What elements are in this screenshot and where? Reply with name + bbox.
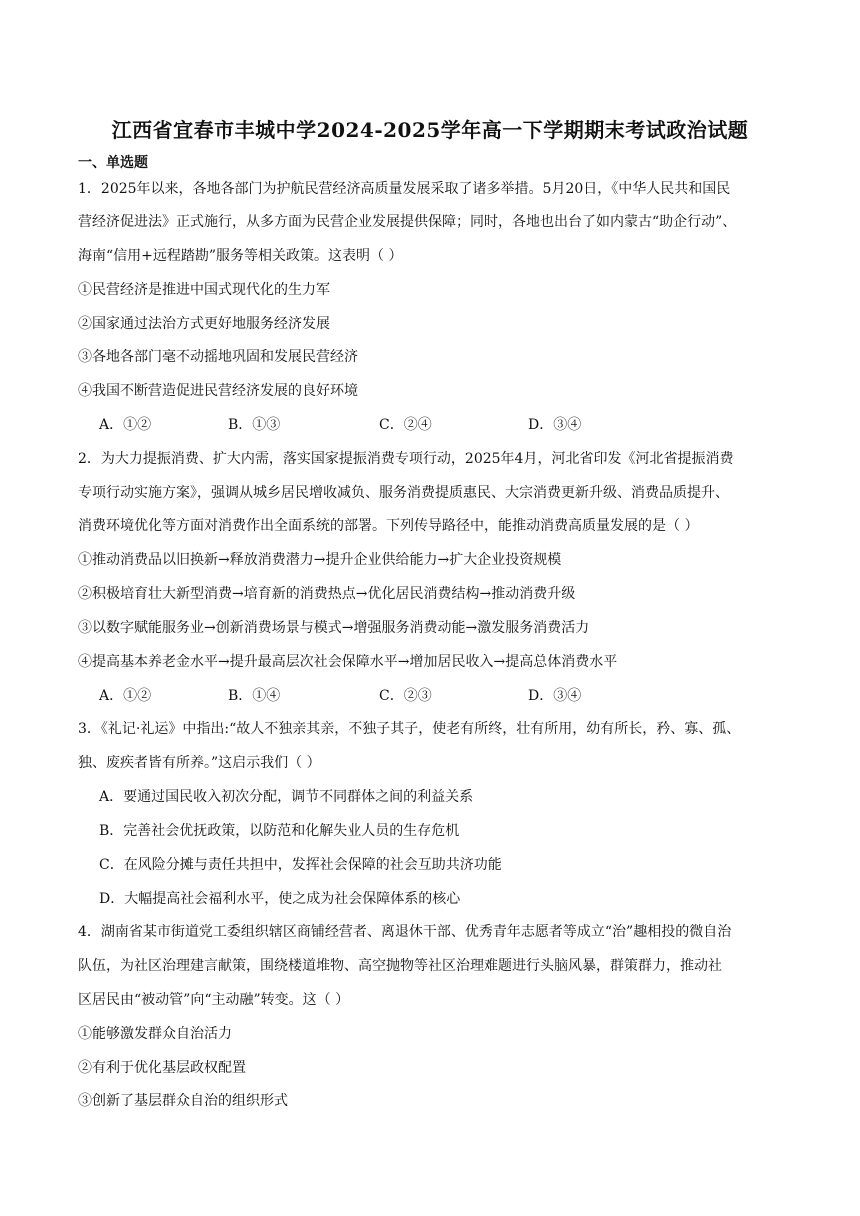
q1-statement: ①民营经济是推进中国式现代化的生力军 <box>78 282 330 298</box>
q2-option-a: A．①② <box>99 688 152 704</box>
q1-statement: ②国家通过法治方式更好地服务经济发展 <box>78 316 330 332</box>
q4-stem-line: 队伍，为社区治理建言献策，围绕楼道堆物、高空抛物等社区治理难题进行头脑风暴，群策群力，推动社 <box>78 958 722 974</box>
q3-option-b: B．完善社会优抚政策，以防范和化解失业人员的生存危机 <box>99 823 460 839</box>
q3-stem-line: 3．《礼记·礼运》中指出:“故人不独亲其亲，不独子其子，使老有所终，壮有所用，幼有所长，矜、寡、孤、 <box>78 721 741 737</box>
q2-statement: ②积极培育壮大新型消费→培育新的消费热点→优化居民消费结构→推动消费升级 <box>78 586 576 602</box>
q1-option-a: A．①② <box>99 417 152 433</box>
q2-stem-line: 消费环境优化等方面对消费作出全面系统的部署。下列传导路径中，能推动消费高质量发展的是（ ） <box>78 518 699 534</box>
page-title: 江西省宜春市丰城中学2024-2025学年高一下学期期末考试政治试题 <box>111 118 749 142</box>
q1-stem-line: 营经济促进法》正式施行，从多方面为民营企业发展提供保障；同时，各地也出台了如内蒙古“助企行动”、 <box>78 214 737 230</box>
q2-stem-line: 专项行动实施方案》，强调从城乡居民增收减负、服务消费提质惠民、大宗消费更新升级、消费品质提升、 <box>78 485 729 501</box>
q2-statement: ③以数字赋能服务业→创新消费场景与模式→增强服务消费动能→激发服务消费活力 <box>78 620 590 636</box>
q1-stem-line: 1．2025年以来，各地各部门为护航民营经济高质量发展采取了诸多举措。5月20日，《中华人民共和国民 <box>78 181 731 197</box>
q2-stem-line: 2．为大力提振消费、扩大内需，落实国家提振消费专项行动，2025年4月，河北省印发《河北省提振消费 <box>78 451 734 467</box>
q1-option-d: D．③④ <box>528 417 582 433</box>
q4-statement: ①能够激发群众自治活力 <box>78 1026 232 1042</box>
q3-option-d: D．大幅提高社会福利水平，使之成为社会保障体系的核心 <box>99 891 461 907</box>
q3-option-a: A．要通过国民收入初次分配，调节不同群体之间的利益关系 <box>99 789 474 805</box>
q2-statement: ①推动消费品以旧换新→释放消费潜力→提升企业供给能力→扩大企业投资规模 <box>78 552 562 568</box>
q4-statement: ②有利于优化基层政权配置 <box>78 1060 246 1076</box>
q1-statement: ③各地各部门毫不动摇地巩固和发展民营经济 <box>78 349 358 365</box>
q1-option-c: C．②④ <box>379 417 432 433</box>
q2-option-c: C．②③ <box>379 688 432 704</box>
q1-stem-line: 海南“信用+远程踏勘”服务等相关政策。这表明（ ） <box>78 248 403 264</box>
q4-stem-line: 4．湖南省某市街道党工委组织辖区商铺经营者、离退休干部、优秀青年志愿者等成立“治”趣相投的微自治 <box>78 924 732 940</box>
q1-option-b: B．①③ <box>228 417 281 433</box>
q1-statement: ④我国不断营造促进民营经济发展的良好环境 <box>78 383 358 399</box>
q4-stem-line: 区居民由“被动管”向“主动融”转变。这（ ） <box>78 992 350 1008</box>
q2-option-b: B．①④ <box>228 688 281 704</box>
q2-statement: ④提高基本养老金水平→提升最高层次社会保障水平→增加居民收入→提高总体消费水平 <box>78 654 618 670</box>
q4-statement: ③创新了基层群众自治的组织形式 <box>78 1093 288 1109</box>
q3-stem-line: 独、废疾者皆有所养。”这启示我们（ ） <box>78 755 321 771</box>
section-heading: 一、单选题 <box>78 155 148 171</box>
q3-option-c: C．在风险分摊与责任共担中，发挥社会保障的社会互助共济功能 <box>99 857 502 873</box>
q2-option-d: D．③④ <box>528 688 582 704</box>
